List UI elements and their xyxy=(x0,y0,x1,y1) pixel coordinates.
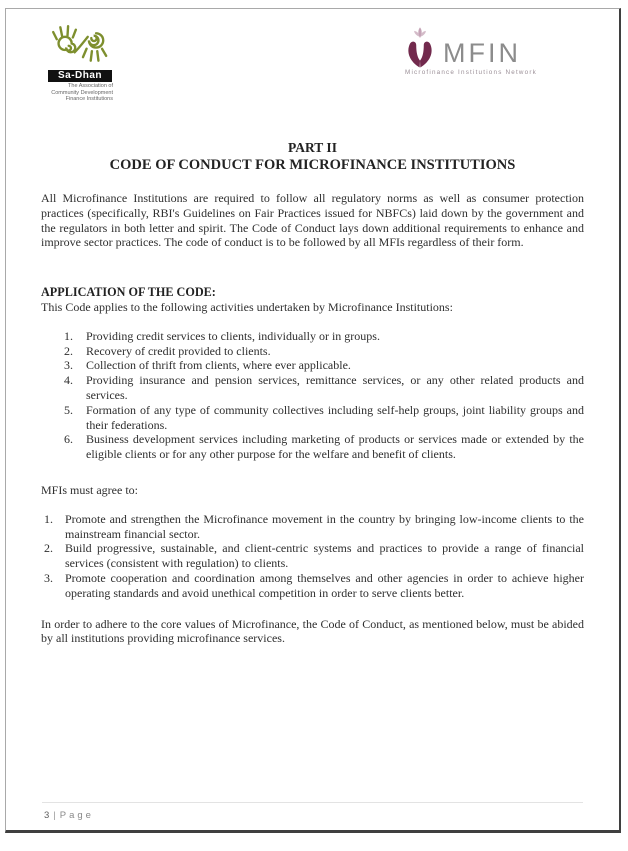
title-main: CODE OF CONDUCT FOR MICROFINANCE INSTITUTIONS xyxy=(109,157,516,173)
sadhan-tagline: The Association of Community Development Finance Institutions xyxy=(51,83,113,102)
mfin-tagline: Microfinance Institutions Network xyxy=(405,69,537,76)
mfin-wordmark: MFIN xyxy=(443,38,521,68)
mfin-emblem-icon xyxy=(399,25,441,73)
list-item: Recovery of credit provided to clients. xyxy=(86,343,271,358)
title-part: PART II xyxy=(288,140,337,155)
page-header xyxy=(6,9,619,129)
list-item: Business development services including marketing of products or services made or extended by the eligible clients or for any other purpose for the welfare and benefit of clients. xyxy=(86,432,584,462)
list-item: Build progressive, sustainable, and client-centric systems and practices to provide a range of financial services (consistent with regulation) to clients. xyxy=(65,541,584,571)
agreement-lead: MFIs must agree to: xyxy=(41,482,138,497)
list-item: Providing credit services to clients, individually or in groups. xyxy=(86,328,380,343)
sadhan-logo xyxy=(41,19,119,103)
agreement-list xyxy=(44,512,584,601)
mfin-logo xyxy=(399,25,537,76)
sadhan-wordmark: Sa-Dhan xyxy=(48,70,112,82)
list-item: Collection of thrift from clients, where ever applicable. xyxy=(86,358,351,373)
page-number: 3 xyxy=(44,810,50,821)
list-item: Formation of any type of community collectives including self-help groups, joint liability groups and their federations. xyxy=(86,402,584,432)
list-item: Promote cooperation and coordination among themselves and other agencies in order to achieve higher operating standards and avoid unethical competition in order to serve clients better. xyxy=(65,570,584,600)
closing-paragraph: In order to adhere to the core values of Microfinance, the Code of Conduct, as mentioned below, must be abided by all institutions providing microfinance services. xyxy=(41,616,584,646)
application-heading: APPLICATION OF THE CODE: xyxy=(41,285,216,300)
footer-divider xyxy=(42,802,583,803)
document-body xyxy=(6,139,619,646)
page-footer xyxy=(44,810,94,821)
list-item: Providing insurance and pension services, remittance services, or any other related products and services. xyxy=(86,373,584,402)
list-item: Promote and strengthen the Microfinance movement in the country by bringing low-income clients to the mainstream financial sector. xyxy=(65,511,584,541)
document-page xyxy=(5,8,621,833)
intro-paragraph: All Microfinance Institutions are required to follow all regulatory norms as well as consumer protection practices (specifically, RBI's Guidelines on Fair Practices issued for NBFCs) laid down by the government and the regulators in both letter and spirit. The Code of Conduct lays down additional requirements to enhance and improve sector practices. The code of conduct is to be followed by all MFIs regardless of their form. xyxy=(41,191,584,250)
application-lead: This Code applies to the following activities undertaken by Microfinance Institutions: xyxy=(41,299,453,314)
document-title xyxy=(41,139,584,174)
footer-separator: | xyxy=(53,810,56,821)
footer-label: Page xyxy=(59,810,94,821)
sadhan-hands-icon xyxy=(47,19,113,69)
application-activities-list xyxy=(64,329,584,462)
